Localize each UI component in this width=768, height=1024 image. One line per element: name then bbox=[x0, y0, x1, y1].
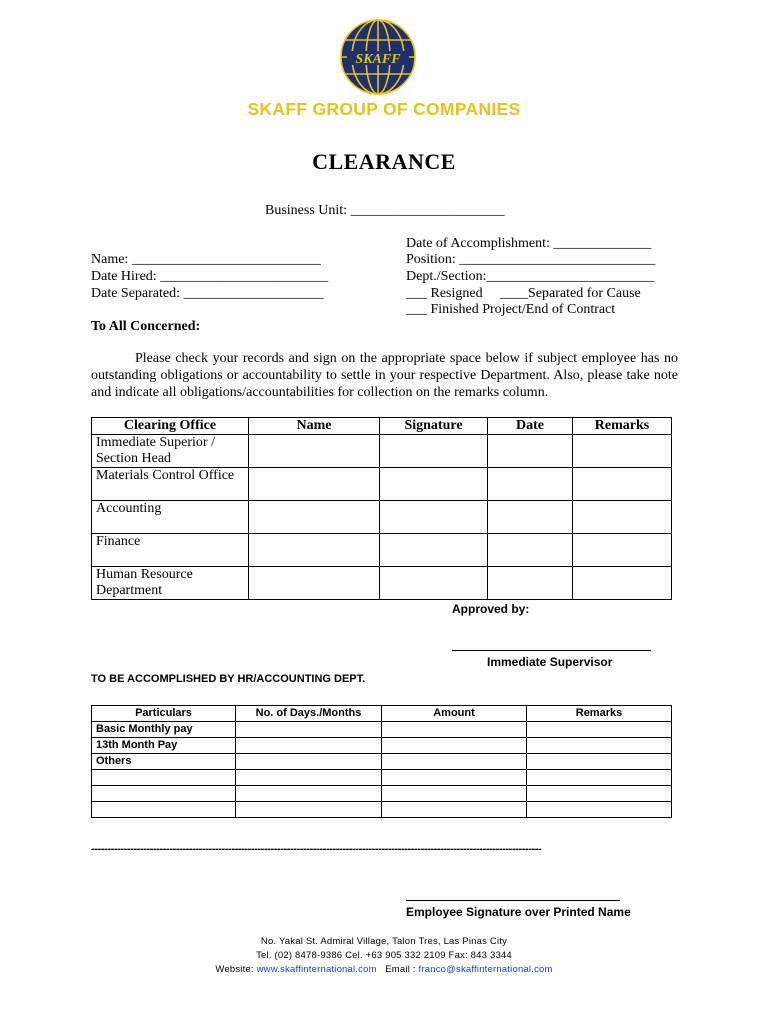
instructions-paragraph: Please check your records and sign on the appropriate space below if subject employee has no outstanding obligations or accountability to settle in your respective Department. Also, please take note and indicate all obligations/accountabilities for collection on the remarks column. bbox=[91, 351, 678, 400]
table-row bbox=[92, 754, 672, 770]
amount-cell[interactable] bbox=[382, 786, 527, 802]
business-unit-field: Business Unit: ______________________ bbox=[265, 203, 505, 218]
days-months-cell[interactable] bbox=[236, 786, 382, 802]
remarks-cell[interactable] bbox=[527, 770, 672, 786]
remarks-cell[interactable] bbox=[527, 802, 672, 818]
clearing-office-cell: Materials Control Office bbox=[92, 468, 249, 501]
hr-accounting-table bbox=[91, 705, 672, 818]
signature-cell[interactable] bbox=[380, 435, 488, 468]
amount-cell[interactable] bbox=[382, 802, 527, 818]
column-header: Remarks bbox=[527, 706, 672, 722]
logo-wordmark: SKAFF bbox=[355, 52, 401, 67]
remarks-cell[interactable] bbox=[573, 534, 672, 567]
table-row bbox=[92, 738, 672, 754]
particulars-cell[interactable] bbox=[92, 802, 236, 818]
footer-contact: Tel. (02) 8478-9386 Cel. +63 905 332 2109 Fax: 843 3344 bbox=[256, 950, 512, 961]
table-row bbox=[92, 567, 672, 600]
particulars-cell: Others bbox=[92, 754, 236, 770]
website-link[interactable]: www.skaffinternational.com bbox=[256, 964, 377, 975]
date-accomplishment-field: Date of Accomplishment: ______________ bbox=[406, 236, 652, 251]
amount-cell[interactable] bbox=[382, 722, 527, 738]
remarks-cell[interactable] bbox=[573, 435, 672, 468]
clearing-office-cell: Accounting bbox=[92, 501, 249, 534]
position-field: Position: ____________________________ bbox=[406, 252, 656, 267]
dept-section-field: Dept./Section:________________________ bbox=[406, 269, 655, 284]
table-row bbox=[92, 534, 672, 567]
divider-line: ------------------------------------------------------------------------------------------------------------------------------------------ bbox=[91, 843, 542, 855]
signature-cell[interactable] bbox=[380, 567, 488, 600]
days-months-cell[interactable] bbox=[236, 802, 382, 818]
particulars-cell: 13th Month Pay bbox=[92, 738, 236, 754]
column-header: Remarks bbox=[573, 418, 672, 435]
name-field: Name: ___________________________ bbox=[91, 252, 321, 267]
company-logo bbox=[339, 18, 417, 96]
remarks-cell[interactable] bbox=[527, 722, 672, 738]
separated-for-cause-option: ____Separated for Cause bbox=[500, 286, 641, 301]
column-header: Amount bbox=[382, 706, 527, 722]
signature-cell[interactable] bbox=[380, 534, 488, 567]
particulars-cell: Basic Monthly pay bbox=[92, 722, 236, 738]
days-months-cell[interactable] bbox=[236, 770, 382, 786]
column-header: Name bbox=[249, 418, 380, 435]
email-label: Email : bbox=[385, 964, 419, 975]
amount-cell[interactable] bbox=[382, 738, 527, 754]
amount-cell[interactable] bbox=[382, 754, 527, 770]
table-row bbox=[92, 786, 672, 802]
table-row bbox=[92, 501, 672, 534]
column-header: Date bbox=[488, 418, 573, 435]
approved-by-label: Approved by: bbox=[452, 602, 530, 616]
particulars-cell[interactable] bbox=[92, 770, 236, 786]
table-row bbox=[92, 802, 672, 818]
name-cell[interactable] bbox=[249, 501, 380, 534]
date-cell[interactable] bbox=[488, 468, 573, 501]
remarks-cell[interactable] bbox=[527, 754, 672, 770]
supervisor-signature-line bbox=[452, 650, 651, 651]
clearance-table bbox=[91, 417, 672, 600]
table-row bbox=[92, 722, 672, 738]
date-cell[interactable] bbox=[488, 435, 573, 468]
column-header: No. of Days./Months bbox=[236, 706, 382, 722]
date-cell[interactable] bbox=[488, 567, 573, 600]
remarks-cell[interactable] bbox=[527, 786, 672, 802]
finished-project-option: ___ Finished Project/End of Contract bbox=[406, 302, 616, 317]
column-header: Particulars bbox=[92, 706, 236, 722]
employee-signature-line bbox=[406, 900, 620, 901]
hr-section-heading: TO BE ACCOMPLISHED BY HR/ACCOUNTING DEPT. bbox=[91, 673, 366, 685]
clearing-office-cell: Immediate Superior / Section Head bbox=[92, 435, 249, 468]
clearing-office-cell: Finance bbox=[92, 534, 249, 567]
days-months-cell[interactable] bbox=[236, 754, 382, 770]
resigned-option: ___ Resigned bbox=[406, 286, 483, 301]
remarks-cell[interactable] bbox=[573, 501, 672, 534]
remarks-cell[interactable] bbox=[573, 468, 672, 501]
signature-cell[interactable] bbox=[380, 501, 488, 534]
website-label: Website: bbox=[215, 964, 257, 975]
clearance-table-header bbox=[92, 418, 672, 435]
company-name: SKAFF GROUP OF COMPANIES bbox=[247, 99, 521, 119]
days-months-cell[interactable] bbox=[236, 738, 382, 754]
clearing-office-cell: Human Resource Department bbox=[92, 567, 249, 600]
column-header: Clearing Office bbox=[92, 418, 249, 435]
email-link[interactable]: franco@skaffinternational.com bbox=[418, 964, 553, 975]
employee-signature-label: Employee Signature over Printed Name bbox=[406, 905, 631, 919]
footer-web-email bbox=[0, 964, 768, 975]
name-cell[interactable] bbox=[249, 468, 380, 501]
particulars-cell[interactable] bbox=[92, 786, 236, 802]
remarks-cell[interactable] bbox=[527, 738, 672, 754]
to-all-concerned: To All Concerned: bbox=[91, 319, 201, 334]
date-hired-field: Date Hired: ________________________ bbox=[91, 269, 329, 284]
column-header: Signature bbox=[380, 418, 488, 435]
table-row bbox=[92, 468, 672, 501]
days-months-cell[interactable] bbox=[236, 722, 382, 738]
signature-cell[interactable] bbox=[380, 468, 488, 501]
table-row bbox=[92, 435, 672, 468]
remarks-cell[interactable] bbox=[573, 567, 672, 600]
name-cell[interactable] bbox=[249, 435, 380, 468]
immediate-supervisor-label: Immediate Supervisor bbox=[487, 655, 613, 669]
table-row bbox=[92, 770, 672, 786]
amount-cell[interactable] bbox=[382, 770, 527, 786]
name-cell[interactable] bbox=[249, 534, 380, 567]
hr-table-header bbox=[92, 706, 672, 722]
page-title: CLEARANCE bbox=[312, 149, 456, 174]
date-cell[interactable] bbox=[488, 501, 573, 534]
footer-address: No. Yakal St. Admiral Village, Talon Tres, Las Pinas City bbox=[260, 936, 508, 947]
date-cell[interactable] bbox=[488, 534, 573, 567]
date-separated-field: Date Separated: ____________________ bbox=[91, 286, 324, 301]
name-cell[interactable] bbox=[249, 567, 380, 600]
